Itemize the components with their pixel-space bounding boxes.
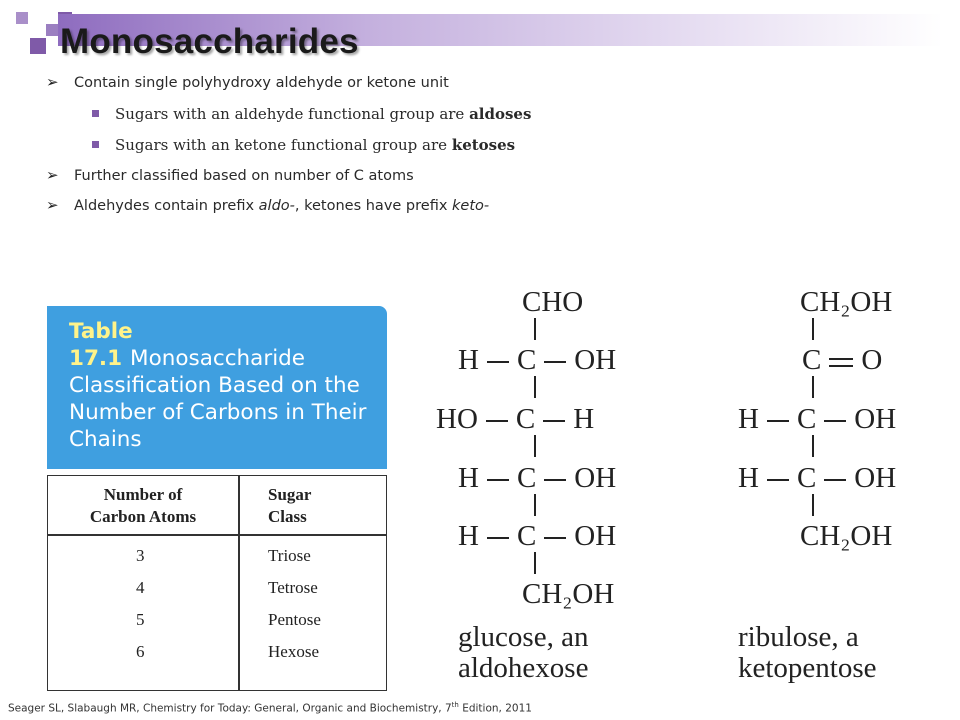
bond-vertical [812,318,814,340]
bond-horizontal [544,537,566,539]
table-row: 4 Tetrose [136,578,318,597]
glucose-bottom: CH₂OH [522,578,615,610]
glucose-row3: H C OH [458,462,617,494]
table-grid [47,475,387,691]
bond-vertical [534,435,536,457]
table-row: 6 Hexose [136,642,319,661]
bond-horizontal [487,479,509,481]
bond-vertical [534,318,536,340]
decor-square [46,24,58,36]
table-rows [48,546,386,674]
bond-horizontal [487,361,509,363]
citation: Seager SL, Slabaugh MR, Chemistry for Today: General, Organic and Biochemistry, 7th Edition, 2011 [8,701,532,715]
ribulose-bottom: CH₂OH [800,520,893,552]
double-bond [829,358,853,367]
bullet-prefix: ➢ Aldehydes contain prefix aldo-, ketones have prefix keto- [46,196,490,214]
square-bullet-icon [92,110,99,117]
bond-vertical [812,376,814,398]
decor-square [16,12,28,24]
table-row: 3 Triose [136,546,311,565]
ribulose-top: CH₂OH [800,286,893,318]
glucose-top: CHO [522,286,584,318]
table-caption-text: Monosaccharide Classification Based on the Number of Carbons in Their Chains [69,346,367,452]
glucose-row4: H C OH [458,520,617,552]
bond-vertical [534,494,536,516]
ribulose-row3: H C OH [738,462,897,494]
ribulose-caption: ribulose, a ketopentose [738,621,877,684]
bullet-classified: ➢ Further classified based on number of C atoms [46,166,414,184]
bond-vertical [812,494,814,516]
page-title: Monosaccharides [60,22,359,61]
subbullet-ketoses: Sugars with an ketone functional group are ketoses [92,136,515,154]
column-header-class: Sugar Class [268,485,312,526]
table-caption [47,306,387,469]
bond-vertical [812,435,814,457]
bond-vertical [534,376,536,398]
glucose-caption: glucose, an aldohexose [458,621,589,684]
classification-table [47,306,387,691]
bond-vertical [534,552,536,574]
bond-horizontal [486,420,508,422]
ribulose-row1: C O [802,344,883,376]
arrow-bullet-icon: ➢ [46,166,59,184]
bond-horizontal [544,361,566,363]
square-bullet-icon [92,141,99,148]
bond-horizontal [544,479,566,481]
table-label: Table 17.1 [69,319,133,371]
bond-horizontal [824,420,846,422]
bond-horizontal [767,420,789,422]
decor-square [30,38,46,54]
arrow-bullet-icon: ➢ [46,73,59,91]
glucose-row1: H C OH [458,344,617,376]
header-divider [48,534,386,536]
glucose-row2: HO C H [436,403,595,435]
bond-horizontal [487,537,509,539]
subbullet-aldoses: Sugars with an aldehyde functional group are aldoses [92,105,531,123]
bullet-single-unit: ➢ Contain single polyhydroxy aldehyde or ketone unit [46,73,449,91]
bond-horizontal [824,479,846,481]
bond-horizontal [543,420,565,422]
ribulose-row2: H C OH [738,403,897,435]
column-header-carbons: Number of Carbon Atoms [89,485,197,526]
bond-horizontal [767,479,789,481]
arrow-bullet-icon: ➢ [46,196,59,214]
table-row: 5 Pentose [136,610,321,629]
